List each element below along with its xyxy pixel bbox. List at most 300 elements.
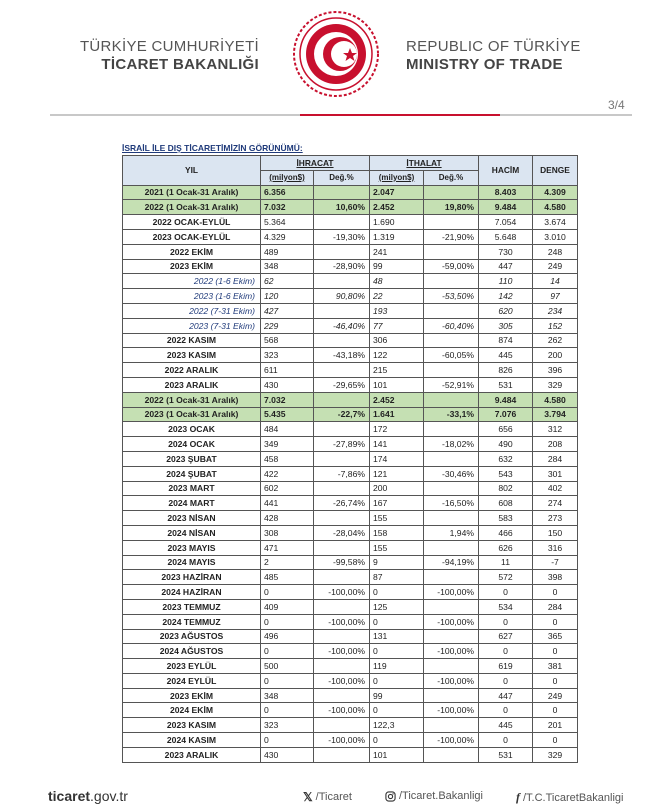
header-right-line2: MINISTRY OF TRADE (406, 56, 563, 73)
row-label: 2022 OCAK-EYLÜL (123, 215, 261, 230)
exports-value: 229 (261, 318, 314, 333)
imports-change: 1,94% (424, 525, 479, 540)
exports-value: 430 (261, 377, 314, 392)
exports-change (314, 629, 370, 644)
imports-change: -16,50% (424, 496, 479, 511)
exports-change (314, 688, 370, 703)
imports-change (424, 540, 479, 555)
table-row (123, 614, 578, 629)
imports-value: 172 (370, 422, 424, 437)
row-label: 2023 (1-6 Ekim) (123, 289, 261, 304)
page-number: 3/4 (608, 98, 625, 112)
imports-change: -94,19% (424, 555, 479, 570)
table-row (123, 555, 578, 570)
imports-change: -33,1% (424, 407, 479, 422)
volume-value: 110 (479, 274, 533, 289)
imports-value: 2.452 (370, 200, 424, 215)
exports-change: -19,30% (314, 229, 370, 244)
row-label: 2024 KASIM (123, 733, 261, 748)
imports-value: 2.452 (370, 392, 424, 407)
imports-change (424, 599, 479, 614)
exports-value: 308 (261, 525, 314, 540)
balance-value: 3.674 (533, 215, 578, 230)
volume-value: 7.076 (479, 407, 533, 422)
imports-change: -100,00% (424, 644, 479, 659)
volume-value: 490 (479, 437, 533, 452)
imports-value: 174 (370, 451, 424, 466)
imports-change: -60,05% (424, 348, 479, 363)
row-label: 2024 NİSAN (123, 525, 261, 540)
balance-value: 4.580 (533, 392, 578, 407)
imports-change (424, 629, 479, 644)
imports-change (424, 422, 479, 437)
row-label: 2023 NİSAN (123, 511, 261, 526)
exports-change (314, 599, 370, 614)
volume-value: 802 (479, 481, 533, 496)
imports-value: 155 (370, 540, 424, 555)
imports-change: -30,46% (424, 466, 479, 481)
col-header-balance: DENGE (533, 156, 578, 186)
row-label: 2023 HAZİRAN (123, 570, 261, 585)
table-row (123, 259, 578, 274)
table-row (123, 333, 578, 348)
imports-change (424, 451, 479, 466)
row-label: 2023 EKİM (123, 259, 261, 274)
balance-value: -7 (533, 555, 578, 570)
footer-facebook-handle: /T.C.TicaretBakanligi (523, 791, 624, 804)
volume-value: 534 (479, 599, 533, 614)
footer-x-handle: /Ticaret (315, 791, 352, 803)
row-label: 2023 MAYIS (123, 540, 261, 555)
volume-value: 0 (479, 614, 533, 629)
imports-value: 158 (370, 525, 424, 540)
row-label: 2023 KASIM (123, 718, 261, 733)
balance-value: 234 (533, 303, 578, 318)
imports-change (424, 392, 479, 407)
volume-value: 466 (479, 525, 533, 540)
exports-change: -26,74% (314, 496, 370, 511)
exports-change (314, 303, 370, 318)
ministry-logo-icon (292, 10, 380, 98)
imports-change: -100,00% (424, 703, 479, 718)
exports-change (314, 333, 370, 348)
balance-value: 312 (533, 422, 578, 437)
volume-value: 11 (479, 555, 533, 570)
balance-value: 0 (533, 585, 578, 600)
volume-value: 626 (479, 540, 533, 555)
exports-change: -100,00% (314, 673, 370, 688)
imports-change (424, 511, 479, 526)
table-row (123, 215, 578, 230)
balance-value: 402 (533, 481, 578, 496)
imports-change (424, 481, 479, 496)
imports-value: 1.690 (370, 215, 424, 230)
exports-value: 471 (261, 540, 314, 555)
table-row (123, 348, 578, 363)
row-label: 2022 ARALIK (123, 363, 261, 378)
imports-change: -18,02% (424, 437, 479, 452)
imports-value: 101 (370, 747, 424, 762)
balance-value: 274 (533, 496, 578, 511)
row-label: 2024 AĞUSTOS (123, 644, 261, 659)
table-row (123, 274, 578, 289)
exports-value: 323 (261, 718, 314, 733)
volume-value: 620 (479, 303, 533, 318)
imports-value: 1.641 (370, 407, 424, 422)
instagram-icon (385, 791, 396, 802)
row-label: 2022 (1 Ocak-31 Aralık) (123, 392, 261, 407)
table-row (123, 377, 578, 392)
balance-value: 248 (533, 244, 578, 259)
balance-value: 200 (533, 348, 578, 363)
col-header-exports: İHRACAT (261, 156, 370, 171)
imports-value: 125 (370, 599, 424, 614)
table-row (123, 200, 578, 215)
imports-value: 119 (370, 659, 424, 674)
table-row (123, 688, 578, 703)
exports-change (314, 215, 370, 230)
exports-value: 0 (261, 703, 314, 718)
volume-value: 531 (479, 747, 533, 762)
table-row (123, 466, 578, 481)
balance-value: 262 (533, 333, 578, 348)
exports-value: 484 (261, 422, 314, 437)
balance-value: 201 (533, 718, 578, 733)
row-label: 2023 EYLÜL (123, 659, 261, 674)
imports-change (424, 185, 479, 200)
table-row (123, 392, 578, 407)
exports-value: 5.364 (261, 215, 314, 230)
page-header (0, 0, 672, 110)
row-label: 2022 EKİM (123, 244, 261, 259)
row-label: 2023 TEMMUZ (123, 599, 261, 614)
imports-value: 122 (370, 348, 424, 363)
table-row (123, 363, 578, 378)
imports-value: 0 (370, 644, 424, 659)
imports-value: 215 (370, 363, 424, 378)
imports-value: 141 (370, 437, 424, 452)
footer-instagram-link[interactable] (385, 790, 483, 802)
header-right-line1: REPUBLIC OF TÜRKİYE (406, 38, 581, 55)
exports-value: 62 (261, 274, 314, 289)
exports-change (314, 451, 370, 466)
exports-change: -7,86% (314, 466, 370, 481)
table-row (123, 303, 578, 318)
imports-value: 0 (370, 733, 424, 748)
balance-value: 398 (533, 570, 578, 585)
row-label: 2022 (7-31 Ekim) (123, 303, 261, 318)
exports-value: 428 (261, 511, 314, 526)
col-header-exports-value: (milyon$) (261, 170, 314, 185)
row-label: 2021 (1 Ocak-31 Aralık) (123, 185, 261, 200)
table-row (123, 437, 578, 452)
exports-change (314, 747, 370, 762)
footer-x-link[interactable] (303, 790, 352, 804)
table-row (123, 585, 578, 600)
volume-value: 543 (479, 466, 533, 481)
exports-change (314, 511, 370, 526)
volume-value: 531 (479, 377, 533, 392)
exports-change (314, 659, 370, 674)
table-row (123, 289, 578, 304)
exports-value: 7.032 (261, 392, 314, 407)
imports-change (424, 244, 479, 259)
exports-change: -29,65% (314, 377, 370, 392)
trade-table (122, 155, 578, 763)
imports-change: -60,40% (424, 318, 479, 333)
balance-value: 329 (533, 747, 578, 762)
balance-value: 0 (533, 673, 578, 688)
page-footer (0, 778, 672, 809)
exports-change (314, 540, 370, 555)
exports-change: -100,00% (314, 585, 370, 600)
table-row (123, 644, 578, 659)
exports-change (314, 392, 370, 407)
balance-value: 365 (533, 629, 578, 644)
table-row (123, 599, 578, 614)
imports-change (424, 333, 479, 348)
balance-value: 284 (533, 599, 578, 614)
table-row (123, 673, 578, 688)
volume-value: 7.054 (479, 215, 533, 230)
table-row (123, 422, 578, 437)
volume-value: 447 (479, 259, 533, 274)
exports-value: 422 (261, 466, 314, 481)
imports-change: -100,00% (424, 673, 479, 688)
exports-value: 323 (261, 348, 314, 363)
imports-change (424, 747, 479, 762)
header-left-line1: TÜRKİYE CUMHURİYETİ (79, 38, 259, 55)
table-row (123, 733, 578, 748)
imports-change (424, 659, 479, 674)
row-label: 2023 ARALIK (123, 747, 261, 762)
row-label: 2024 TEMMUZ (123, 614, 261, 629)
footer-site-bold: ticaret (48, 788, 91, 804)
col-header-volume: HACİM (479, 156, 533, 186)
balance-value: 381 (533, 659, 578, 674)
row-label: 2024 ŞUBAT (123, 466, 261, 481)
exports-change: -100,00% (314, 733, 370, 748)
table-row (123, 629, 578, 644)
imports-value: 193 (370, 303, 424, 318)
balance-value: 284 (533, 451, 578, 466)
volume-value: 447 (479, 688, 533, 703)
balance-value: 329 (533, 377, 578, 392)
row-label: 2023 OCAK (123, 422, 261, 437)
table-row (123, 481, 578, 496)
balance-value: 4.580 (533, 200, 578, 215)
volume-value: 608 (479, 496, 533, 511)
balance-value: 14 (533, 274, 578, 289)
exports-value: 0 (261, 733, 314, 748)
imports-value: 131 (370, 629, 424, 644)
imports-value: 306 (370, 333, 424, 348)
balance-value: 301 (533, 466, 578, 481)
col-header-imports-change: Değ.% (424, 170, 479, 185)
table-row (123, 244, 578, 259)
imports-value: 22 (370, 289, 424, 304)
exports-value: 496 (261, 629, 314, 644)
table-row (123, 540, 578, 555)
imports-value: 121 (370, 466, 424, 481)
exports-value: 2 (261, 555, 314, 570)
exports-value: 500 (261, 659, 314, 674)
volume-value: 5.648 (479, 229, 533, 244)
row-label: 2023 (1 Ocak-31 Aralık) (123, 407, 261, 422)
exports-change: 10,60% (314, 200, 370, 215)
volume-value: 0 (479, 585, 533, 600)
imports-change: -100,00% (424, 733, 479, 748)
exports-value: 441 (261, 496, 314, 511)
volume-value: 572 (479, 570, 533, 585)
footer-website[interactable] (48, 788, 128, 804)
volume-value: 0 (479, 733, 533, 748)
table-row (123, 496, 578, 511)
volume-value: 583 (479, 511, 533, 526)
balance-value: 150 (533, 525, 578, 540)
balance-value: 0 (533, 703, 578, 718)
imports-change (424, 215, 479, 230)
col-header-exports-change: Değ.% (314, 170, 370, 185)
table-row (123, 525, 578, 540)
exports-value: 120 (261, 289, 314, 304)
exports-value: 0 (261, 585, 314, 600)
row-label: 2023 (7-31 Ekim) (123, 318, 261, 333)
exports-change: -100,00% (314, 703, 370, 718)
header-right-text (406, 38, 581, 74)
exports-value: 458 (261, 451, 314, 466)
footer-site-rest: .gov.tr (90, 788, 128, 804)
imports-value: 241 (370, 244, 424, 259)
exports-change: -46,40% (314, 318, 370, 333)
exports-value: 0 (261, 673, 314, 688)
imports-value: 1.319 (370, 229, 424, 244)
imports-change: -53,50% (424, 289, 479, 304)
row-label: 2024 OCAK (123, 437, 261, 452)
exports-change (314, 422, 370, 437)
imports-change: -52,91% (424, 377, 479, 392)
imports-change (424, 363, 479, 378)
facebook-icon: f (516, 790, 520, 804)
table-row (123, 659, 578, 674)
exports-value: 349 (261, 437, 314, 452)
table-row (123, 229, 578, 244)
imports-value: 200 (370, 481, 424, 496)
exports-value: 489 (261, 244, 314, 259)
exports-value: 568 (261, 333, 314, 348)
volume-value: 826 (479, 363, 533, 378)
exports-change (314, 481, 370, 496)
imports-change: -21,90% (424, 229, 479, 244)
exports-change (314, 244, 370, 259)
imports-value: 2.047 (370, 185, 424, 200)
exports-value: 0 (261, 614, 314, 629)
volume-value: 305 (479, 318, 533, 333)
exports-value: 4.329 (261, 229, 314, 244)
imports-value: 0 (370, 614, 424, 629)
row-label: 2024 EYLÜL (123, 673, 261, 688)
col-header-imports-value: (milyon$) (370, 170, 424, 185)
volume-value: 874 (479, 333, 533, 348)
exports-change: 90,80% (314, 289, 370, 304)
row-label: 2023 AĞUSTOS (123, 629, 261, 644)
imports-change (424, 718, 479, 733)
balance-value: 316 (533, 540, 578, 555)
volume-value: 8.403 (479, 185, 533, 200)
x-logo-icon: 𝕏 (303, 790, 313, 804)
imports-change: -59,00% (424, 259, 479, 274)
footer-facebook-link[interactable] (516, 790, 623, 805)
row-label: 2023 KASIM (123, 348, 261, 363)
balance-value: 3.010 (533, 229, 578, 244)
exports-value: 427 (261, 303, 314, 318)
imports-change (424, 274, 479, 289)
row-label: 2024 MAYIS (123, 555, 261, 570)
imports-value: 0 (370, 703, 424, 718)
table-row (123, 407, 578, 422)
balance-value: 97 (533, 289, 578, 304)
row-label: 2023 ŞUBAT (123, 451, 261, 466)
volume-value: 142 (479, 289, 533, 304)
exports-change (314, 185, 370, 200)
table-row (123, 185, 578, 200)
exports-change: -22,7% (314, 407, 370, 422)
exports-change: -100,00% (314, 614, 370, 629)
table-row (123, 718, 578, 733)
exports-value: 348 (261, 259, 314, 274)
exports-value: 602 (261, 481, 314, 496)
imports-value: 77 (370, 318, 424, 333)
imports-value: 167 (370, 496, 424, 511)
imports-value: 0 (370, 673, 424, 688)
imports-change (424, 688, 479, 703)
table-row (123, 511, 578, 526)
balance-value: 396 (533, 363, 578, 378)
exports-change: -100,00% (314, 644, 370, 659)
imports-value: 122,3 (370, 718, 424, 733)
table-row (123, 451, 578, 466)
row-label: 2022 KASIM (123, 333, 261, 348)
volume-value: 619 (479, 659, 533, 674)
imports-value: 9 (370, 555, 424, 570)
exports-change: -28,04% (314, 525, 370, 540)
volume-value: 656 (479, 422, 533, 437)
table-title: İSRAİL İLE DIŞ TİCARETİMİZİN GÖRÜNÜMÜ: (122, 143, 303, 153)
table-row (123, 703, 578, 718)
imports-change (424, 570, 479, 585)
row-label: 2023 ARALIK (123, 377, 261, 392)
exports-value: 0 (261, 644, 314, 659)
exports-change: -27,89% (314, 437, 370, 452)
volume-value: 445 (479, 718, 533, 733)
volume-value: 9.484 (479, 392, 533, 407)
imports-value: 99 (370, 259, 424, 274)
balance-value: 0 (533, 733, 578, 748)
exports-value: 485 (261, 570, 314, 585)
balance-value: 249 (533, 259, 578, 274)
balance-value: 0 (533, 644, 578, 659)
exports-change: -43,18% (314, 348, 370, 363)
volume-value: 730 (479, 244, 533, 259)
volume-value: 0 (479, 703, 533, 718)
imports-value: 48 (370, 274, 424, 289)
row-label: 2024 MART (123, 496, 261, 511)
header-left-line2: TİCARET BAKANLIĞI (101, 56, 259, 73)
header-left-text (80, 38, 259, 74)
exports-value: 5.435 (261, 407, 314, 422)
row-label: 2023 OCAK-EYLÜL (123, 229, 261, 244)
balance-value: 249 (533, 688, 578, 703)
